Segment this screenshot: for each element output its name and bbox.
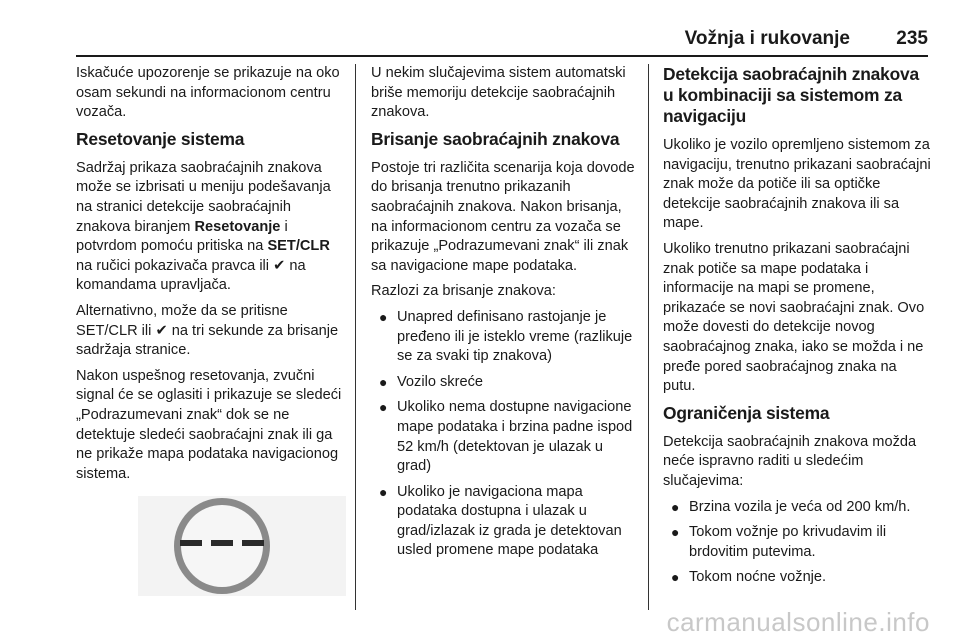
deletion-reasons-list (371, 308, 641, 561)
text-run: na ručici pokazivača pravca ili (76, 257, 274, 274)
text-run: na komandama upravljača. (76, 257, 306, 294)
heading-navigation-combo: Detekcija saobraćajnih znakova u kombinaciji sa sistemom za navigaciju (663, 64, 919, 126)
default-sign-icon (76, 496, 346, 596)
bullet-icon: ● (671, 498, 680, 515)
list-item (663, 498, 933, 518)
bullet-icon: ● (379, 399, 388, 416)
list-item (371, 398, 641, 476)
text-run: Alternativno, može da se pritisne SET/CLR ili (76, 302, 288, 339)
list-item (371, 308, 641, 367)
list-item-text: Vozilo skreće (397, 373, 483, 390)
paragraph-after-reset: Nakon uspešnog resetovanja, zvučni signal će se oglasiti i prikazuje se sledeći „Podrazumevani znak“ dok se ne detektuje sledeći saobraćajni znak ili ga ne prikaže mapa podataka navigacionog sistema. (76, 367, 342, 482)
list-item-text: Ukoliko je navigaciona mapa podataka dostupna i ulazak u grad/izlazak iz grada je detektovan usled promene mape podataka (397, 483, 622, 559)
list-item-text: Unapred definisano rastojanje je pređeno ili je isteklo vreme (razlikuje se za svaki tip znakova) (397, 308, 633, 365)
paragraph-map-change: Ukoliko trenutno prikazani saobraćajni znak potiče sa mape podataka i informacije na mapi se promene, prikazaće se novi saobraćajni znak. Ovo može dovesti do detekcije novog saobraćajnog znaka, iako se možda i ne pređe pored saobraćajnog znaka na putu. (663, 240, 925, 395)
text-run: i potvrdom pomoću pritiska na (76, 218, 288, 255)
list-item (371, 483, 641, 561)
list-item-text: Ukoliko nema dostupne navigacione mape podataka i brzina padne ispod 52 km/h (detektovan je ulazak u grad) (397, 399, 633, 475)
default-sign-illustration (76, 496, 346, 596)
paragraph-deletion-scenarios: Postoje tri različita scenarija koja dovode do brisanja trenutno prikazanih saobraćajnih znakova. Nakon brisanja, na informacionom centru za vozača se prikazuje „Podrazumevani znak“ ili znak sa navigacione mape podataka. (371, 159, 635, 274)
paragraph-alternative (76, 302, 346, 361)
page-number: 235 (896, 28, 928, 49)
menu-option-reset: Resetovanje (194, 218, 281, 235)
paragraph-nav-source: Ukoliko je vozilo opremljeno sistemom za navigaciju, trenutno prikazani saobraćajni znak može da potiče ili sa optičke detekcije saobraćajnih znakova ili sa mape. (663, 137, 931, 232)
bullet-icon: ● (379, 308, 388, 325)
header-rule (76, 55, 928, 57)
paragraph-reset-instructions (76, 159, 346, 296)
list-item-text: Tokom noćne vožnje. (689, 569, 827, 586)
heading-sign-deletion: Brisanje saobraćajnih znakova (371, 128, 620, 149)
bullet-icon: ● (379, 373, 388, 390)
watermark-brand: carmanualsonline.info (666, 607, 930, 637)
bullet-icon: ● (379, 483, 388, 500)
list-item (371, 373, 641, 393)
column-3 (663, 64, 933, 594)
limits-list (663, 498, 933, 588)
list-item-text: Brzina vozila je veća od 200 km/h. (689, 498, 911, 515)
list-item (663, 523, 933, 562)
section-title: Vožnja i rukovanje (684, 28, 850, 49)
list-item (663, 568, 933, 588)
paragraph-deletion-reasons: Razlozi za brisanje znakova: (371, 283, 556, 300)
bullet-icon: ● (671, 524, 680, 541)
column-1 (76, 64, 346, 596)
check-icon: ✔ (273, 257, 286, 274)
page-header (76, 28, 928, 54)
text-run: Sadržaj prikaza saobraćajnih znakova može se izbrisati u meniju podešavanja na stranici detekcije saobraćajnih znakova biranjem (76, 159, 331, 235)
column-divider-1 (355, 64, 356, 610)
paragraph-popup-warning: Iskačuće upozorenje se prikazuje na oko osam sekundi na informacionom centru vozača. (76, 65, 340, 121)
text-run: na tri sekunde za brisanje sadržaja stranice. (76, 322, 339, 359)
bullet-icon: ● (671, 569, 680, 586)
paragraph-auto-clear: U nekim slučajevima sistem automatski briše memoriju detekcije saobraćajnih znakova. (371, 65, 626, 121)
column-divider-2 (648, 64, 649, 610)
check-icon: ✔ (155, 322, 168, 339)
list-item-text: Tokom vožnje po krivudavim ili brdovitim putevima. (689, 524, 887, 560)
paragraph-limits-intro: Detekcija saobraćajnih znakova možda neće ispravno raditi u sledećim slučajevima: (663, 433, 917, 489)
heading-system-reset: Resetovanje sistema (76, 128, 245, 149)
button-name-set-clr: SET/CLR (267, 238, 330, 255)
column-2 (371, 64, 641, 567)
heading-system-limits: Ograničenja sistema (663, 402, 830, 423)
